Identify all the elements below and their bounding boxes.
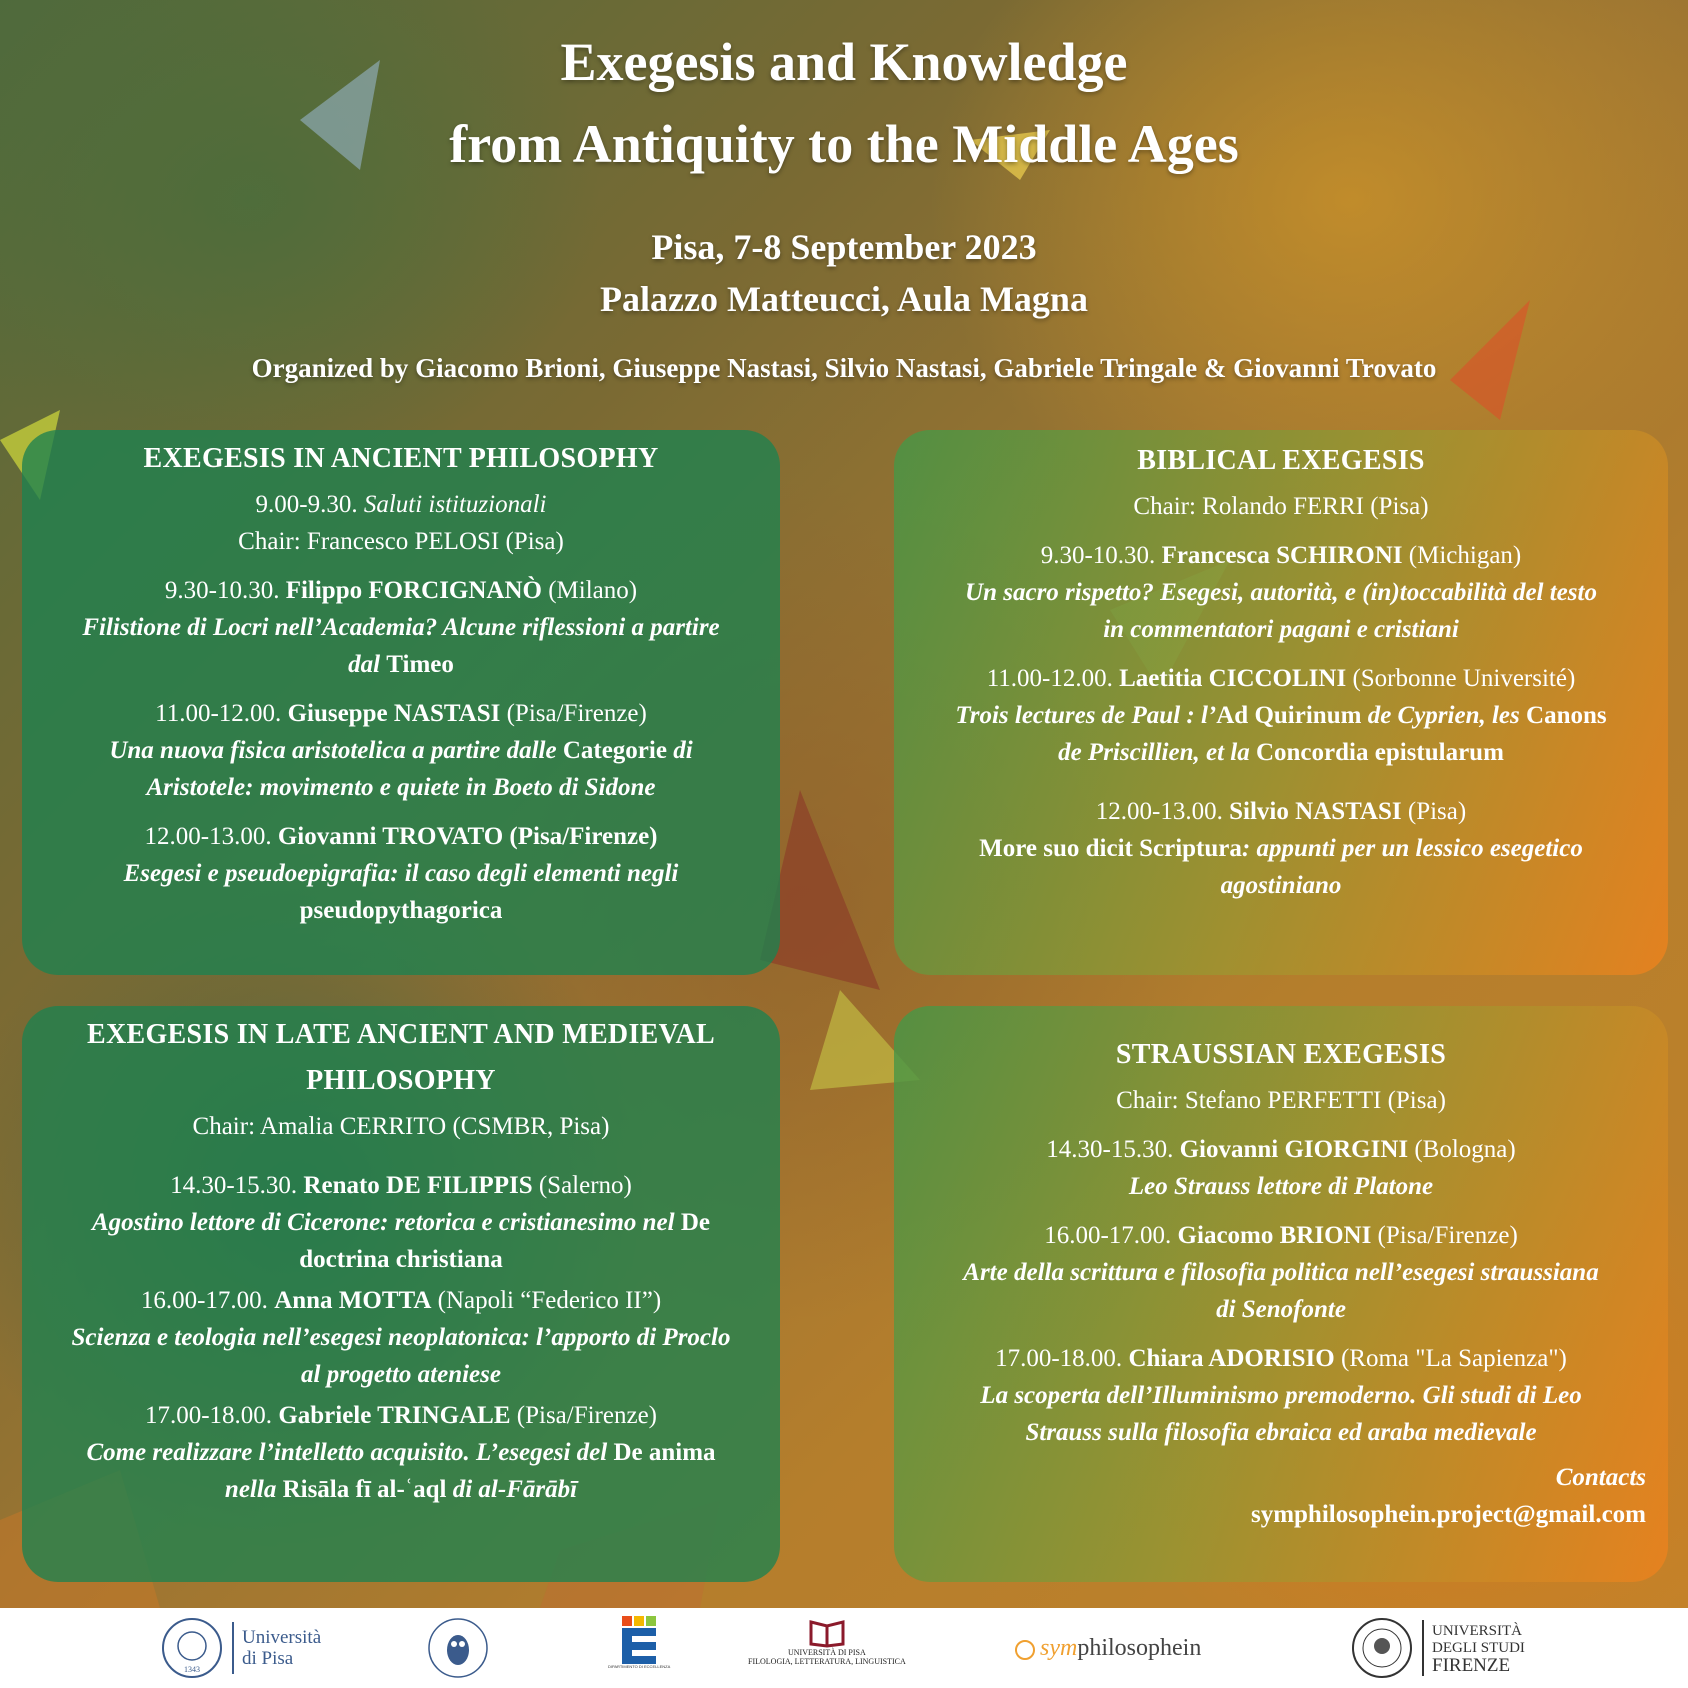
talk-title: Un sacro rispetto? Esegesi, autorità, e (in)toccabilità del testo: [965, 579, 1597, 606]
talk-title-part: Timeo: [386, 651, 454, 678]
session-title: STRAUSSIAN EXEGESIS: [1115, 1039, 1447, 1070]
talk-title-part: di al-Fārābī: [452, 1476, 578, 1503]
talk-title-part: Una nuova fisica aristotelica a partire dalle: [109, 737, 557, 764]
talk-title-part: nella: [224, 1476, 277, 1503]
talk-header: [34, 818, 768, 855]
talk-title-cont: doctrina christiana: [299, 1246, 503, 1273]
unifi-seal-icon: [1350, 1616, 1414, 1680]
sym-label-b: philosophein: [1077, 1634, 1202, 1661]
talk-title-part: De: [680, 1209, 711, 1236]
svg-text:1343: 1343: [184, 1665, 200, 1674]
session-straussian-panel: [894, 1006, 1668, 1582]
talk-affiliation: (Pisa/Firenze): [1377, 1222, 1518, 1249]
talk-title: Leo Strauss lettore di Platone: [1128, 1173, 1434, 1200]
talk-affiliation: (Salerno): [538, 1172, 632, 1199]
title-line-1: Exegesis and Knowledge: [560, 32, 1128, 92]
sun-icon: [1010, 1628, 1040, 1668]
session-late-panel: [22, 1006, 780, 1582]
talk-title-cont: di Senofonte: [1216, 1296, 1346, 1323]
talk-title-cont: [906, 734, 1656, 771]
talk-speaker: Giuseppe NASTASI: [287, 700, 501, 727]
talk-speaker: Francesca SCHIRONI: [1161, 542, 1403, 569]
talk-time: 16.00-17.00.: [140, 1287, 268, 1314]
unipi-label-1: Università: [242, 1627, 322, 1648]
talk-affiliation: (Roma "La Sapienza"): [1340, 1345, 1567, 1372]
talk-title: [34, 1434, 768, 1471]
footer-logos: [0, 1608, 1688, 1688]
unifi-label-1: UNIVERSITÀ: [1432, 1622, 1522, 1639]
talk-title-part: Risāla fī al-ʿaql: [282, 1476, 447, 1503]
talk-title-cont: [34, 646, 768, 683]
talk-speaker: Anna MOTTA: [274, 1287, 432, 1314]
talk-affiliation: (Pisa/Firenze): [506, 700, 647, 727]
talk-affiliation: (Pisa): [1407, 798, 1467, 825]
talk-speaker: Giovanni TROVATO (Pisa/Firenze): [277, 823, 658, 850]
filologia-label-1: UNIVERSITÀ DI PISA: [787, 1648, 866, 1657]
talk-title: Esegesi e pseudoepigrafia: il caso degli elementi negli: [123, 860, 679, 887]
dipartimento-eccellenza-logo[interactable]: [608, 1616, 670, 1680]
talk-title-cont: pseudopythagorica: [299, 897, 503, 924]
chair: Chair: Rolando FERRI (Pisa): [1133, 493, 1429, 520]
talk-header: [34, 572, 768, 609]
talk-time: 17.00-18.00.: [144, 1402, 273, 1429]
unipi-seal-icon: [160, 1616, 224, 1680]
talk-header: [34, 1397, 768, 1434]
talk-affiliation: (Bologna): [1414, 1136, 1516, 1163]
dipartimento-label: DIPARTIMENTO DI ECCELLENZA: [608, 1664, 671, 1669]
talk-affiliation: (Pisa/Firenze): [516, 1402, 657, 1429]
talk-header: [34, 1282, 768, 1319]
date-place: Pisa, 7-8 September 2023: [651, 227, 1037, 267]
talk-title: La scoperta dell’Illuminismo premoderno. Gli studi di Leo: [980, 1382, 1582, 1409]
talk-speaker: Renato DE FILIPPIS: [303, 1172, 533, 1199]
talk-title-part: Concordia epistularum: [1255, 739, 1504, 766]
opening-label: Saluti istituzionali: [363, 491, 547, 518]
talk-speaker: Giacomo BRIONI: [1177, 1222, 1372, 1249]
opening-time: 9.00-9.30.: [255, 491, 358, 518]
talk-header: [34, 1167, 768, 1204]
talk-title-cont: al progetto ateniese: [301, 1361, 501, 1388]
talk-speaker: Giovanni GIORGINI: [1179, 1136, 1409, 1163]
talk-title-part: di: [673, 737, 693, 764]
talk-title: [906, 830, 1656, 867]
talk-title-part: Canons: [1526, 702, 1607, 729]
talk-title-part: De anima: [613, 1439, 716, 1466]
talk-title-part: More suo dicit Scriptura: [979, 835, 1242, 862]
title-line-2: from Antiquity to the Middle Ages: [449, 114, 1239, 174]
sym-label-a: sym: [1040, 1634, 1078, 1661]
owl-department-logo[interactable]: [426, 1616, 490, 1680]
talk-title-part: Come realizzare l’intelletto acquisito. L’esegesi del: [86, 1439, 608, 1466]
filologia-logo[interactable]: [748, 1616, 906, 1680]
talk-affiliation: (Napoli “Federico II”): [437, 1287, 662, 1314]
talk-header: [906, 793, 1656, 830]
session-title: EXEGESIS IN ANCIENT PHILOSOPHY: [143, 443, 659, 474]
chair: Chair: Amalia CERRITO (CSMBR, Pisa): [192, 1113, 610, 1140]
talk-time: 9.30-10.30.: [164, 577, 280, 604]
unifi-logo[interactable]: [1350, 1616, 1525, 1680]
session-biblical-panel: [894, 430, 1668, 975]
talk-affiliation: (Sorbonne Université): [1352, 665, 1576, 692]
symphilosophein-logo[interactable]: [1010, 1616, 1201, 1680]
eccellenza-e-icon: [622, 1616, 656, 1664]
talk-affiliation: (Milano): [548, 577, 638, 604]
session-title-line-1: EXEGESIS IN LATE ANCIENT AND MEDIEVAL: [86, 1019, 716, 1050]
talk-time: 12.00-13.00.: [1095, 798, 1223, 825]
talk-title-cont: agostiniano: [1220, 872, 1342, 899]
talk-title: [906, 697, 1656, 734]
organizers: Organized by Giacomo Brioni, Giuseppe Nastasi, Silvio Nastasi, Gabriele Tringale & Giovanni Trovato: [251, 353, 1437, 383]
chair: Chair: Stefano PERFETTI (Pisa): [1116, 1087, 1446, 1114]
talk-header: [34, 695, 768, 732]
talk-title-cont: Strauss sulla filosofia ebraica ed araba medievale: [1025, 1419, 1537, 1446]
talk-title: [34, 732, 768, 769]
talk-time: 14.30-15.30.: [170, 1172, 298, 1199]
talk-time: 9.30-10.30.: [1040, 542, 1156, 569]
talk-speaker: Silvio NASTASI: [1229, 798, 1402, 825]
talk-affiliation: (Michigan): [1408, 542, 1522, 569]
talk-title-part: Ad Quirinum: [1216, 702, 1362, 729]
talk-time: 16.00-17.00.: [1044, 1222, 1172, 1249]
talk-title: [34, 1204, 768, 1241]
talk-time: 12.00-13.00.: [144, 823, 272, 850]
contacts-label: Contacts: [1555, 1464, 1646, 1491]
talk-time: 11.00-12.00.: [986, 665, 1113, 692]
unifi-label-3: FIRENZE: [1432, 1654, 1511, 1676]
talk-speaker: Chiara ADORISIO: [1128, 1345, 1335, 1372]
filologia-label-2: FILOLOGIA, LETTERATURA, LINGUISTICA: [748, 1657, 906, 1666]
talk-time: 14.30-15.30.: [1046, 1136, 1174, 1163]
venue: Palazzo Matteucci, Aula Magna: [600, 279, 1088, 319]
talk-speaker: Laetitia CICCOLINI: [1119, 665, 1347, 692]
talk-header: [906, 1131, 1656, 1168]
talk-speaker: Filippo FORCIGNANÒ: [285, 577, 542, 604]
talk-title-cont: in commentatori pagani e cristiani: [1103, 616, 1459, 643]
chair: Chair: Francesco PELOSI (Pisa): [238, 528, 564, 555]
talk-title-part: : appunti per un lessico esegetico: [1241, 835, 1583, 862]
talk-title-part: dal: [348, 651, 381, 678]
unipi-label-2: di Pisa: [242, 1648, 294, 1669]
session-title-line-2: PHILOSOPHY: [306, 1065, 496, 1096]
talk-title: Scienza e teologia nell’esegesi neoplatonica: l’apporto di Proclo: [71, 1324, 731, 1351]
talk-title-part: Categorie: [562, 737, 667, 764]
opening-line: [34, 486, 768, 523]
session-title: BIBLICAL EXEGESIS: [1137, 445, 1425, 476]
talk-title-cont: Aristotele: movimento e quiete in Boeto di Sidone: [146, 774, 656, 801]
book-icon: [807, 1616, 847, 1648]
unifi-label-2: DEGLI STUDI: [1432, 1639, 1525, 1656]
talk-title-part: Agostino lettore di Cicerone: retorica e cristianesimo nel: [91, 1209, 675, 1236]
talk-header: [906, 537, 1656, 574]
talk-header: [906, 660, 1656, 697]
talk-header: [906, 1340, 1656, 1377]
talk-title-cont: [34, 1471, 768, 1508]
talk-title-part: de Priscillien, et la: [1058, 739, 1256, 766]
owl-seal-icon: [426, 1616, 490, 1680]
talk-title-part: Trois lectures de Paul : l’: [955, 702, 1217, 729]
session-ancient-panel: [22, 430, 780, 975]
talk-title: Arte della scrittura e filosofia politica nell’esegesi straussiana: [963, 1259, 1599, 1286]
talk-title: Filistione di Locri nell’Academia? Alcune riflessioni a partire: [82, 614, 720, 641]
talk-title-part: de Cyprien, les: [1361, 702, 1527, 729]
contacts-email[interactable]: symphilosophein.project@gmail.com: [1250, 1501, 1646, 1528]
unipi-logo[interactable]: [160, 1616, 321, 1680]
talk-time: 11.00-12.00.: [155, 700, 282, 727]
talk-speaker: Gabriele TRINGALE: [278, 1402, 511, 1429]
talk-time: 17.00-18.00.: [995, 1345, 1123, 1372]
talk-header: [906, 1217, 1656, 1254]
